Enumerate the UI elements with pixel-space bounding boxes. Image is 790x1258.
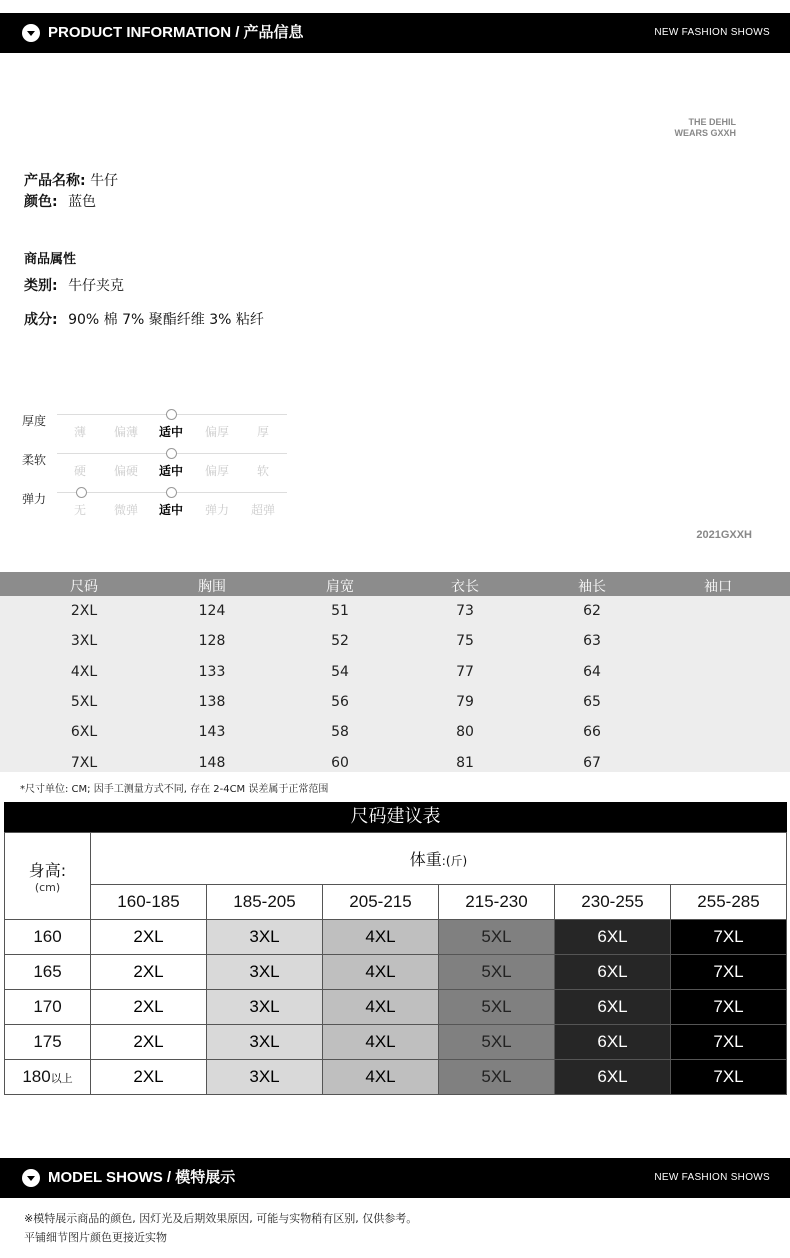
product-type-value: 牛仔夹克 (68, 278, 125, 294)
recommended-size-cell: 5XL (439, 920, 555, 955)
recommended-size-cell: 4XL (323, 955, 439, 990)
recommended-size-cell: 5XL (439, 1025, 555, 1060)
height-cell (5, 1025, 91, 1060)
recommend-row (5, 1060, 787, 1095)
size-header-cell: 肩宽 (326, 579, 354, 595)
product-type-row (24, 275, 124, 295)
size-table-cell: 64 (583, 663, 601, 680)
product-name-row (24, 170, 118, 190)
scale-label-thickness: 厚度 (22, 414, 47, 428)
recommended-size-cell: 2XL (91, 1025, 207, 1060)
recommended-size-cell: 7XL (671, 1025, 787, 1060)
size-table-cell: 143 (198, 724, 226, 741)
size-table-cell: 7XL (70, 754, 98, 771)
scale-option: 偏厚 (204, 464, 229, 478)
size-table-cell: 62 (583, 603, 601, 619)
recommended-size-cell: 5XL (439, 955, 555, 990)
size-table-cell: 5XL (70, 693, 98, 710)
product-type-label: 类别: (24, 278, 58, 294)
scale-option-selected: 适中 (158, 464, 183, 478)
scale-label-softness: 柔软 (22, 453, 47, 467)
scale-indicator-icon (76, 487, 87, 498)
weight-range-cell: 160-185 (91, 885, 207, 920)
size-table-cell: 2XL (70, 603, 98, 619)
recommended-size-cell: 7XL (671, 920, 787, 955)
footer-note-line-1: ※模特展示商品的颜色, 因灯光及后期效果原因, 可能与实物稍有区别, 仅供参考。 (24, 1212, 418, 1225)
size-header-cell: 尺码 (70, 579, 98, 595)
size-table-cell: 66 (583, 724, 601, 741)
scale-option: 偏薄 (113, 425, 138, 439)
recommended-size-cell: 4XL (323, 1025, 439, 1060)
height-header-cell (5, 833, 91, 920)
scale-option: 薄 (73, 425, 86, 439)
watermark: 2021GXXH (696, 529, 752, 541)
recommend-row (5, 1025, 787, 1060)
recommended-size-cell: 3XL (207, 990, 323, 1025)
scale-option-selected: 适中 (158, 425, 183, 439)
scale-indicator-icon (166, 487, 177, 498)
size-table-cell: 81 (456, 754, 474, 771)
brand-mark (650, 117, 736, 139)
height-suffix: 以上 (50, 1072, 73, 1085)
product-composition-row (24, 309, 264, 329)
recommended-size-cell: 6XL (555, 1025, 671, 1060)
size-table-cell: 65 (583, 693, 601, 710)
recommended-size-cell: 6XL (555, 990, 671, 1025)
scale-option: 厚 (256, 425, 269, 439)
brand-line-2: WEARS GXXH (674, 128, 736, 138)
scale-option: 微弹 (113, 503, 138, 517)
size-table-cell: 51 (331, 603, 349, 619)
height-cell (5, 955, 91, 990)
size-table-cell: 56 (331, 693, 349, 710)
product-name-value: 牛仔 (90, 173, 119, 189)
height-unit: (cm) (34, 881, 61, 894)
recommended-size-cell: 7XL (671, 955, 787, 990)
size-table-cell: 133 (198, 663, 226, 680)
size-note: *尺寸单位: CM; 因手工测量方式不同, 存在 2-4CM 误差属于正常范围 (20, 784, 329, 795)
recommended-size-cell: 6XL (555, 920, 671, 955)
size-header-cell: 衣长 (451, 579, 479, 595)
recommended-size-cell: 2XL (91, 920, 207, 955)
recommended-size-cell: 2XL (91, 990, 207, 1025)
recommend-row (5, 990, 787, 1025)
weight-label: 体重 (409, 850, 442, 869)
brand-line-1: THE DEHIL (688, 117, 736, 127)
size-table-cell: 52 (331, 633, 349, 650)
recommended-size-cell: 7XL (671, 1060, 787, 1095)
size-table-cell: 60 (331, 754, 349, 771)
recommended-size-cell: 6XL (555, 955, 671, 990)
size-table-cell: 67 (583, 754, 601, 771)
weight-range-cell: 205-215 (323, 885, 439, 920)
recommended-size-cell: 4XL (323, 1060, 439, 1095)
product-name-label: 产品名称: (24, 173, 86, 189)
size-recommend-title-bar (4, 802, 787, 832)
recommended-size-cell: 4XL (323, 920, 439, 955)
size-table-cell: 63 (583, 633, 601, 650)
size-table-cell: 138 (198, 693, 226, 710)
size-table-cell: 6XL (70, 724, 98, 741)
product-composition-label: 成分: (24, 312, 58, 328)
scale-option: 偏硬 (113, 464, 138, 478)
size-table-cell: 77 (456, 663, 474, 680)
height-value: 180 (22, 1067, 51, 1086)
height-label: 身高: (28, 861, 67, 880)
size-table-cell: 80 (456, 724, 474, 741)
size-table-cell: 4XL (70, 663, 98, 680)
recommended-size-cell: 5XL (439, 990, 555, 1025)
product-color-value: 蓝色 (68, 194, 97, 210)
size-recommend-table (4, 832, 787, 1095)
weight-range-row (5, 885, 787, 920)
size-recommend-title: 尺码建议表 (4, 802, 787, 832)
size-table-body (0, 596, 790, 772)
height-cell (5, 1060, 91, 1095)
product-color-row (24, 191, 96, 211)
size-header-cell: 袖长 (578, 579, 606, 595)
height-value: 165 (33, 962, 62, 981)
scale-option: 硬 (73, 464, 86, 478)
size-table-cell: 148 (198, 754, 226, 771)
size-header-cell: 胸围 (198, 579, 226, 595)
height-value: 175 (33, 1032, 62, 1051)
model-shows-header (0, 1158, 790, 1198)
weight-unit: :(斤) (441, 854, 468, 868)
product-color-label: 颜色: (24, 194, 58, 210)
scale-option: 超弹 (250, 503, 275, 517)
recommended-size-cell: 4XL (323, 990, 439, 1025)
scale-label-elasticity: 弹力 (22, 492, 47, 506)
weight-range-cell: 255-285 (671, 885, 787, 920)
size-table-cell: 3XL (70, 633, 98, 650)
recommended-size-cell: 7XL (671, 990, 787, 1025)
weight-range-cell: 230-255 (555, 885, 671, 920)
size-table-cell: 124 (198, 603, 226, 619)
weight-range-cell: 185-205 (207, 885, 323, 920)
recommended-size-cell: 3XL (207, 1025, 323, 1060)
size-table-cell: 75 (456, 633, 474, 650)
height-value: 170 (33, 997, 62, 1016)
recommended-size-cell: 5XL (439, 1060, 555, 1095)
size-header-cell: 袖口 (704, 579, 732, 595)
scale-option-selected: 适中 (158, 503, 183, 517)
size-table-cell: 58 (331, 724, 349, 741)
model-header-title: MODEL SHOWS / 模特展示 (48, 1169, 236, 1186)
height-cell (5, 990, 91, 1025)
size-table-cell: 79 (456, 693, 474, 710)
weight-header-cell (91, 833, 787, 885)
recommended-size-cell: 2XL (91, 955, 207, 990)
weight-range-cell: 215-230 (439, 885, 555, 920)
scale-indicator-icon (166, 409, 177, 420)
product-composition-value: 90% 棉 7% 聚酯纤维 3% 粘纤 (68, 312, 264, 328)
size-table-cell: 54 (331, 663, 349, 680)
recommend-row (5, 955, 787, 990)
size-table-cell: 128 (198, 633, 226, 650)
recommended-size-cell: 3XL (207, 955, 323, 990)
chevron-down-icon (22, 1169, 40, 1187)
recommended-size-cell: 3XL (207, 920, 323, 955)
recommended-size-cell: 3XL (207, 1060, 323, 1095)
scale-option: 软 (256, 464, 269, 478)
model-header-tagline: NEW FASHION SHOWS (654, 1172, 770, 1183)
height-value: 160 (33, 927, 62, 946)
header-title: PRODUCT INFORMATION / 产品信息 (48, 24, 304, 41)
header-tagline: NEW FASHION SHOWS (654, 27, 770, 38)
footer-note-line-2: 平铺细节图片颜色更接近实物 (24, 1231, 167, 1244)
attr-title: 商品属性 (24, 252, 77, 267)
height-cell (5, 920, 91, 955)
scale-option: 弹力 (204, 503, 229, 517)
product-info-header (0, 13, 790, 53)
size-table-cell: 73 (456, 603, 474, 619)
recommended-size-cell: 6XL (555, 1060, 671, 1095)
scale-option: 偏厚 (204, 425, 229, 439)
recommend-row (5, 920, 787, 955)
scale-option: 无 (73, 503, 86, 517)
scale-indicator-icon (166, 448, 177, 459)
recommended-size-cell: 2XL (91, 1060, 207, 1095)
chevron-down-icon (22, 24, 40, 42)
